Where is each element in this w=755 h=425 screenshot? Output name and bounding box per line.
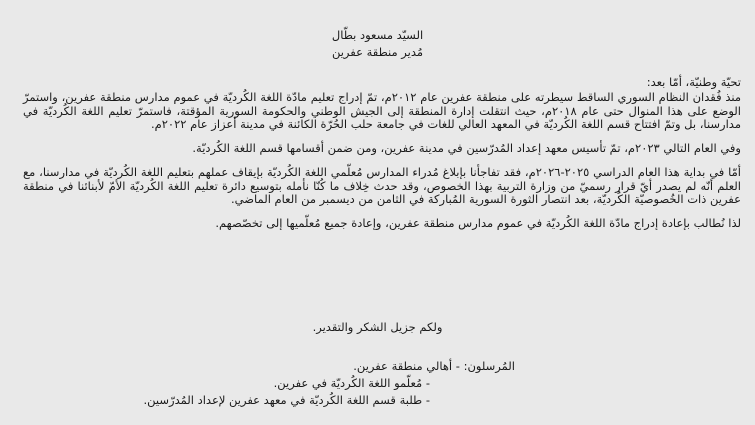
recipient-title: مُدير منطقة عفرين: [331, 45, 424, 59]
sender-row: [144, 358, 516, 375]
sender-item: - طلبة قسم اللغة الكُرديّة في معهد عفرين لإعداد المُدرّسين.: [143, 393, 430, 407]
paragraph-history: منذ فُقدان النظام السوري الساقط سيطرته على منطقة عفرين عام ٢٠١٢م، تمّ إدراج تعليم مادّة اللغة الكُرديّة في عموم مدارس منطقة عفرين، واستمرّ الوضع على هذا المنوال حتى عام ٢٠١٨م، حيث انتقلت إدارة المنطقة إلى الجيش الوطني والحكومة السورية المؤقتة، فاستمرّ تعليم اللغة الكُرديّة في مدارسنا، بل وتمّ افتتاح قسم اللغة الكُرديّة في المعهد العالي للغات في جامعة حلب الحُرّة الكائنة في مدينة أعزاز عام ٢٠٢٢م.: [23, 90, 741, 131]
sender-item: - أهالي منطقة عفرين.: [353, 359, 460, 373]
paragraph-institute: وفي العام التالي ٢٠٢٣م، تمّ تأسيس معهد إعداد المُدرّسين في مدينة عفرين، ومن ضمن أقسامها قسم اللغة الكُرديّة.: [192, 141, 741, 156]
letter-header: [0, 27, 755, 61]
greeting: تحيّة وطنيّة، أمّا بعد:: [646, 75, 741, 89]
senders-block: [144, 358, 516, 409]
recipient-name: السيّد مسعود بطّال: [331, 28, 424, 42]
paragraph-suspension: أمّا في بداية هذا العام الدراسي ٢٠٢٥-٢٠٢٦م، فقد تفاجأنا بإبلاغ مُدراء المدارس مُعلّمي اللغة الكُرديّة بإيقاف عملهم بتعليم اللغة الكُرديّة في مدارسنا، مع العلم أنّه لم يصدر أيّ قرار رسميّ من وزارة التربية بهذا الخصوص، وقد حدث خِلاف ما كُنّا نأمله بتوسيع دائرة تعليم اللغة الكُرديّة الأمّ لأبنائنا في منطقة عفرين ذات الخُصوصيّة الكُرديّة، بعد انتصار الثورة السورية المُباركة في الثامن من ديسمبر من العام الماضي.: [23, 165, 741, 207]
closing-line: ولكم جزيل الشكر والتقدير.: [312, 320, 443, 334]
senders-label: المُرسلون:: [463, 359, 515, 373]
letter-body: [23, 76, 741, 242]
paragraph-demand: لذا نُطالب بإعادة إدراج مادّة اللغة الكُرديّة في عموم مدارس منطقة عفرين، وإعادة جميع مُعلّميها إلى تخصّصهم.: [215, 216, 741, 231]
sender-item: - مُعلّمو اللغة الكُرديّة في عفرين.: [273, 376, 430, 390]
